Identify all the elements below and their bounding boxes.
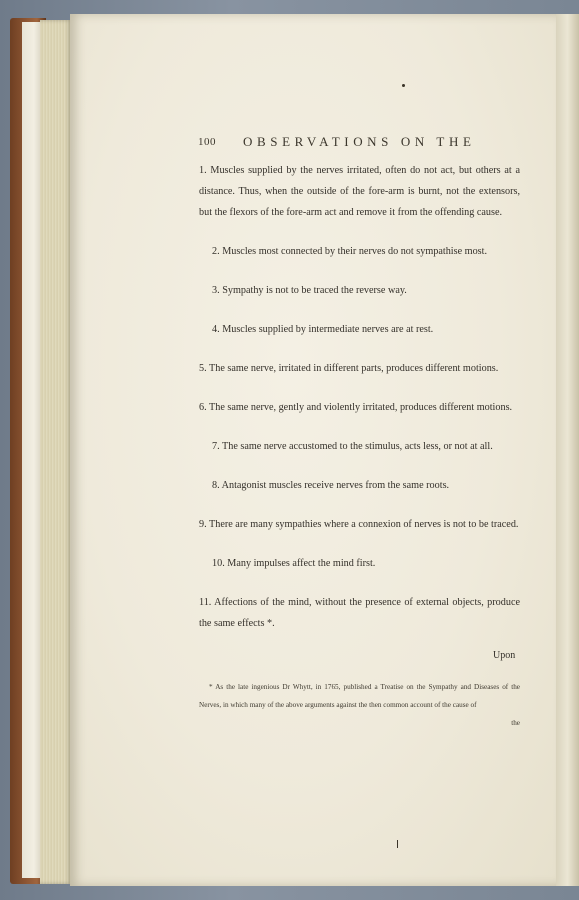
page-header [198, 134, 528, 152]
paragraph-5: 5. The same nerve, irritated in different parts, produces different motions. [199, 363, 499, 374]
page-number: 100 [198, 136, 216, 148]
paragraph-2: 2. Muscles most connected by their nerves do not sympathise most. [212, 246, 488, 257]
paragraph-4: 4. Muscles supplied by intermediate nerves are at rest. [212, 324, 434, 335]
main-text [199, 160, 520, 652]
ink-speck [402, 84, 405, 87]
paragraph-9: 9. There are many sympathies where a connexion of nerves is not to be traced. [199, 519, 519, 530]
footnote [199, 678, 520, 732]
footnote-text: * As the late ingenious Dr Whytt, in 1765, published a Treatise on the Sympathy and Diseases of the Nerves, in which many of the above arguments against the then common account of the cause of [199, 683, 520, 709]
paragraph-10: 10. Many impulses affect the mind first. [212, 558, 376, 569]
footnote-catchword: the [511, 719, 520, 727]
flyleaf [22, 22, 42, 878]
ink-speck [397, 840, 398, 848]
paragraph-6: 6. The same nerve, gently and violently irritated, produces different motions. [199, 402, 513, 413]
page-stack [40, 20, 72, 884]
catchword: Upon [493, 650, 516, 661]
paragraph-1: 1. Muscles supplied by the nerves irritated, often do not act, but others at a distance. Thus, when the outside of the fore-arm is burnt, not the extensors, but the flexors of the fore-arm act and remove it from the offending cause. [199, 165, 520, 218]
paragraph-7: 7. The same nerve accustomed to the stimulus, acts less, or not at all. [212, 441, 493, 452]
paragraph-3: 3. Sympathy is not to be traced the reverse way. [212, 285, 407, 296]
paragraph-8: 8. Antagonist muscles receive nerves from the same roots. [212, 480, 450, 491]
running-title: OBSERVATIONS ON THE [243, 134, 476, 149]
facing-page-edge [556, 14, 579, 886]
paragraph-11: 11. Affections of the mind, without the presence of external objects, produce the same effects *. [199, 597, 520, 629]
